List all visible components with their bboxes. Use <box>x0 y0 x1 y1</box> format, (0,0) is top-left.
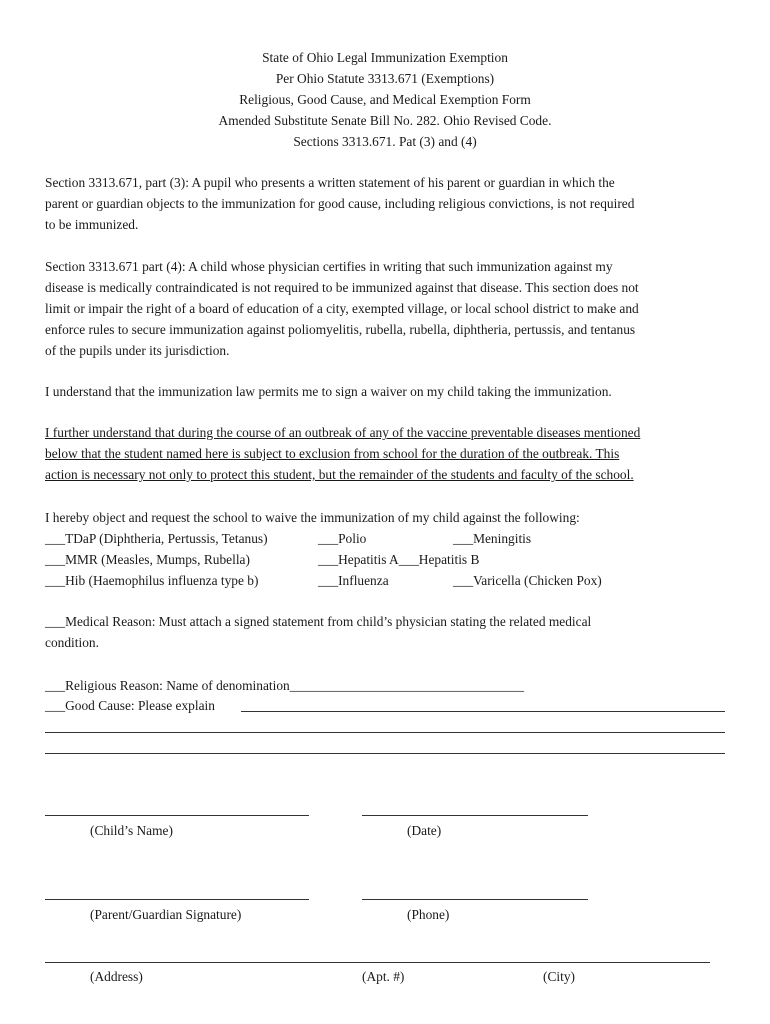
date-label: (Date) <box>407 823 442 838</box>
address-line[interactable] <box>45 962 710 963</box>
apt-label: (Apt. #) <box>362 969 405 984</box>
medical-reason[interactable] <box>45 611 725 653</box>
header-bill: Amended Substitute Senate Bill No. 282. Ohio Revised Code. <box>218 113 552 128</box>
parent-signature-line[interactable] <box>45 899 309 900</box>
address-label: (Address) <box>90 969 143 984</box>
vaccine-varicella-option[interactable]: ___Varicella (Chicken Pox) <box>453 573 602 588</box>
understand-line: I understand that the immunization law permits me to sign a waiver on my child taking the immunization. <box>45 384 612 399</box>
object-intro <box>45 507 725 528</box>
child-name-line[interactable] <box>45 815 309 816</box>
section-3-paragraph <box>45 172 725 235</box>
object-intro-line: I hereby object and request the school to waive the immunization of my child against the following: <box>45 510 580 525</box>
vaccine-mmr-option[interactable]: ___MMR (Measles, Mumps, Rubella) <box>45 552 250 567</box>
header-form-type: Religious, Good Cause, and Medical Exemption Form <box>239 92 531 107</box>
medical-reason-line: ___Medical Reason: Must attach a signed statement from child’s physician stating the related medical <box>45 614 592 629</box>
good-cause-line[interactable] <box>241 711 725 712</box>
header-statute: Per Ohio Statute 3313.671 (Exemptions) <box>275 71 495 86</box>
good-cause-label: ___Good Cause: Please explain <box>45 698 215 713</box>
header-sections: Sections 3313.671. Pat (3) and (4) <box>293 134 477 149</box>
section-4-line: of the pupils under its jurisdiction. <box>45 343 230 358</box>
section-4-paragraph <box>45 256 725 361</box>
form-header <box>0 47 770 152</box>
section-4-line: disease is medically contraindicated is not required to be immunized against that disease. This section does not <box>45 280 639 295</box>
good-cause-line[interactable] <box>45 732 725 733</box>
child-name-label: (Child’s Name) <box>90 823 173 838</box>
vaccine-tdap-option[interactable]: ___TDaP (Diphtheria, Pertussis, Tetanus) <box>45 531 268 546</box>
parent-signature-label: (Parent/Guardian Signature) <box>90 907 242 922</box>
vaccine-hepatitis-option[interactable]: ___Hepatitis A___Hepatitis B <box>318 552 480 567</box>
vaccine-influenza-option[interactable]: ___Influenza <box>318 573 389 588</box>
section-3-line: Section 3313.671, part (3): A pupil who presents a written statement of his parent or guardian in which the <box>45 175 615 190</box>
section-3-line: to be immunized. <box>45 217 139 232</box>
vaccine-meningitis-option[interactable]: ___Meningitis <box>453 531 532 546</box>
outbreak-line: below that the student named here is subject to exclusion from school for the duration of the outbreak. This <box>45 446 620 461</box>
city-label: (City) <box>543 969 575 984</box>
section-4-line: limit or impair the right of a board of education of a city, exempted village, or local school district to make and <box>45 301 639 316</box>
religious-reason-field[interactable]: ___Religious Reason: Name of denomination___________________________________ <box>45 678 525 693</box>
outbreak-paragraph <box>45 422 725 485</box>
outbreak-line: action is necessary not only to protect this student, but the remainder of the students and faculty of the school. <box>45 467 634 482</box>
phone-label: (Phone) <box>407 907 450 922</box>
section-4-line: enforce rules to secure immunization against poliomyelitis, rubella, rubella, diphtheria, pertussis, and tentanus <box>45 322 636 337</box>
outbreak-line: I further understand that during the course of an outbreak of any of the vaccine preventable diseases mentioned <box>45 425 641 440</box>
date-line[interactable] <box>362 815 588 816</box>
vaccine-polio-option[interactable]: ___Polio <box>318 531 367 546</box>
good-cause-line[interactable] <box>45 753 725 754</box>
header-title: State of Ohio Legal Immunization Exemption <box>262 50 508 65</box>
understand-paragraph <box>45 381 725 402</box>
section-3-line: parent or guardian objects to the immunization for good cause, including religious convictions, is not required <box>45 196 635 211</box>
vaccine-hib-option[interactable]: ___Hib (Haemophilus influenza type b) <box>45 573 259 588</box>
medical-reason-line: condition. <box>45 635 99 650</box>
section-4-line: Section 3313.671 part (4): A child whose physician certifies in writing that such immunization against my <box>45 259 613 274</box>
phone-line[interactable] <box>362 899 588 900</box>
